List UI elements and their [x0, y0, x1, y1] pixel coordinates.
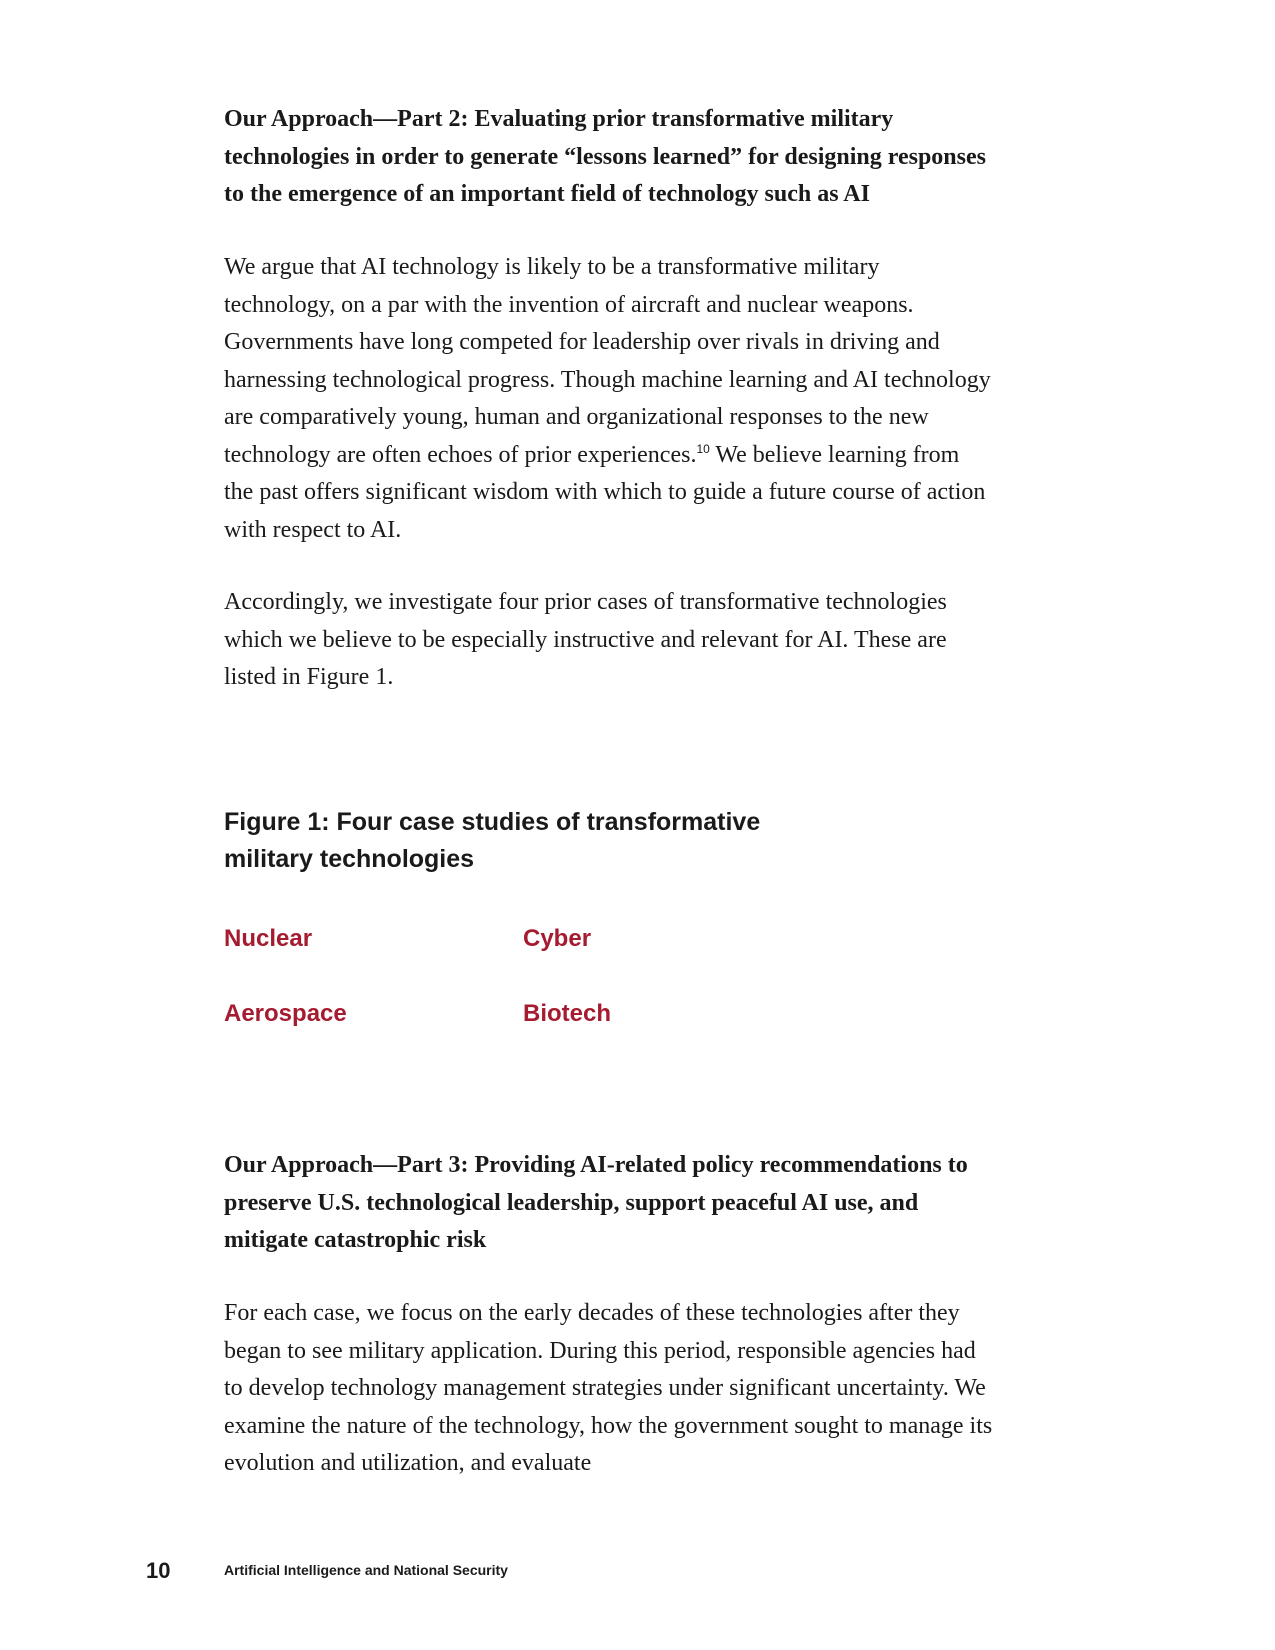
- case-study-biotech: Biotech: [523, 1000, 612, 1027]
- case-study-aerospace: Aerospace: [224, 1000, 347, 1027]
- page-number: 10: [146, 1558, 171, 1583]
- figure-1-title: Figure 1: Four case studies of transformative military technologies: [224, 808, 761, 873]
- section-2-heading: Our Approach—Part 2: Evaluating prior transformative military technologies in order to generate “lessons learned” for designing responses to the emergence of an important field of technology such as AI: [224, 106, 986, 207]
- section-2-paragraph-2: Accordingly, we investigate four prior cases of transformative technologies which we believe to be especially instructive and relevant for AI. These are listed in Figure 1.: [224, 589, 947, 690]
- section-3-paragraph-1: For each case, we focus on the early decades of these technologies after they began to see military application. During this period, responsible agencies had to develop technology management strategies under significant uncertainty. We examine the nature of the technology, how the government sought to manage its evolution and utilization, and evaluate: [224, 1300, 993, 1476]
- paragraph-text-continued: We believe learning from the past offers significant wisdom with which to guide a future course of action with respect to AI.: [224, 441, 986, 543]
- footnote-marker[interactable]: 10: [696, 441, 710, 456]
- section-2-paragraph-1: [224, 249, 994, 549]
- paragraph-text: We argue that AI technology is likely to be a transformative military technology, on a par with the invention of aircraft and nuclear weapons. Governments have long competed for leadership over rivals in driving and harnessing technological progress. Though machine learning and AI technology are comparatively young, human and organizational responses to the new technology are often echoes of prior experiences.: [224, 254, 991, 468]
- case-study-nuclear: Nuclear: [224, 925, 313, 952]
- section-3-heading: Our Approach—Part 3: Providing AI-related policy recommendations to preserve U.S. technological leadership, support peaceful AI use, and mitigate catastrophic risk: [224, 1152, 968, 1253]
- case-study-cyber: Cyber: [523, 925, 592, 952]
- running-footer-title: Artificial Intelligence and National Security: [224, 1562, 508, 1578]
